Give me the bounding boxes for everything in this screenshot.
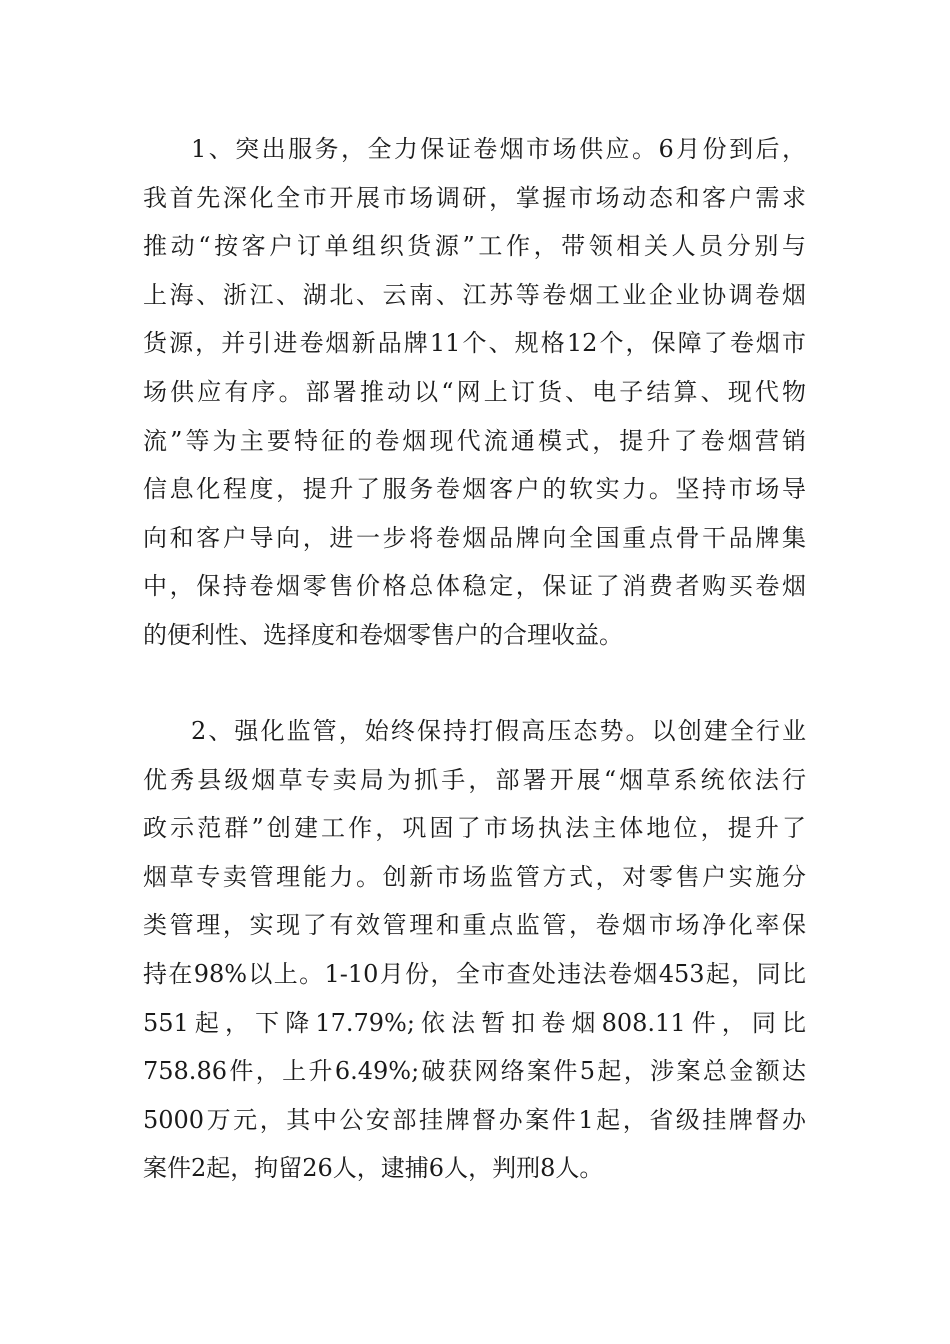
paragraph-line: 烟草专卖管理能力。创新市场监管方式，对零售户实施分 bbox=[143, 862, 806, 891]
paragraph-line: 案件2起，拘留26人，逮捕6人，判刑8人。 bbox=[143, 1154, 604, 1183]
paragraph-line: 上海、浙江、湖北、云南、江苏等卷烟工业企业协调卷烟 bbox=[143, 280, 806, 309]
paragraph-supervision bbox=[143, 707, 806, 1193]
paragraph-line: 2、强化监管，始终保持打假高压态势。以创建全行业 bbox=[191, 717, 806, 745]
paragraph-line: 持在98%以上。1-10月份，全市查处违法卷烟453起，同比 bbox=[143, 959, 806, 988]
paragraph-line: 1、突出服务，全力保证卷烟市场供应。6月份到后， bbox=[191, 135, 806, 163]
paragraph-line: 优秀县级烟草专卖局为抓手，部署开展“烟草系统依法行 bbox=[143, 765, 806, 794]
paragraph-line: 信息化程度，提升了服务卷烟客户的软实力。坚持市场导 bbox=[143, 475, 806, 504]
paragraph-line: 货源，并引进卷烟新品牌11个、规格12个，保障了卷烟市 bbox=[143, 329, 806, 358]
paragraph-line: 5000万元，其中公安部挂牌督办案件1起，省级挂牌督办 bbox=[143, 1105, 806, 1134]
paragraph-line: 758.86件，上升6.49%;破获网络案件5起，涉案总金额达 bbox=[143, 1057, 806, 1086]
paragraph-line: 流”等为主要特征的卷烟现代流通模式，提升了卷烟营销 bbox=[143, 426, 806, 455]
paragraph-line: 向和客户导向，进一步将卷烟品牌向全国重点骨干品牌集 bbox=[143, 523, 806, 552]
paragraph-line: 551起，下降17.79%;依法暂扣卷烟808.11件，同比 bbox=[143, 1008, 806, 1037]
paragraph-supply-service bbox=[143, 125, 806, 660]
paragraph-line: 推动“按客户订单组织货源”工作，带领相关人员分别与 bbox=[143, 232, 806, 261]
paragraph-line: 政示范群”创建工作，巩固了市场执法主体地位，提升了 bbox=[143, 814, 806, 843]
paragraph-line: 场供应有序。部署推动以“网上订货、电子结算、现代物 bbox=[143, 377, 806, 406]
paragraph-line: 类管理，实现了有效管理和重点监管，卷烟市场净化率保 bbox=[143, 911, 806, 940]
paragraph-line: 中，保持卷烟零售价格总体稳定，保证了消费者购买卷烟 bbox=[143, 572, 806, 601]
paragraph-line: 的便利性、选择度和卷烟零售户的合理收益。 bbox=[143, 620, 623, 649]
paragraph-line: 我首先深化全市开展市场调研，掌握市场动态和客户需求 bbox=[143, 183, 806, 212]
